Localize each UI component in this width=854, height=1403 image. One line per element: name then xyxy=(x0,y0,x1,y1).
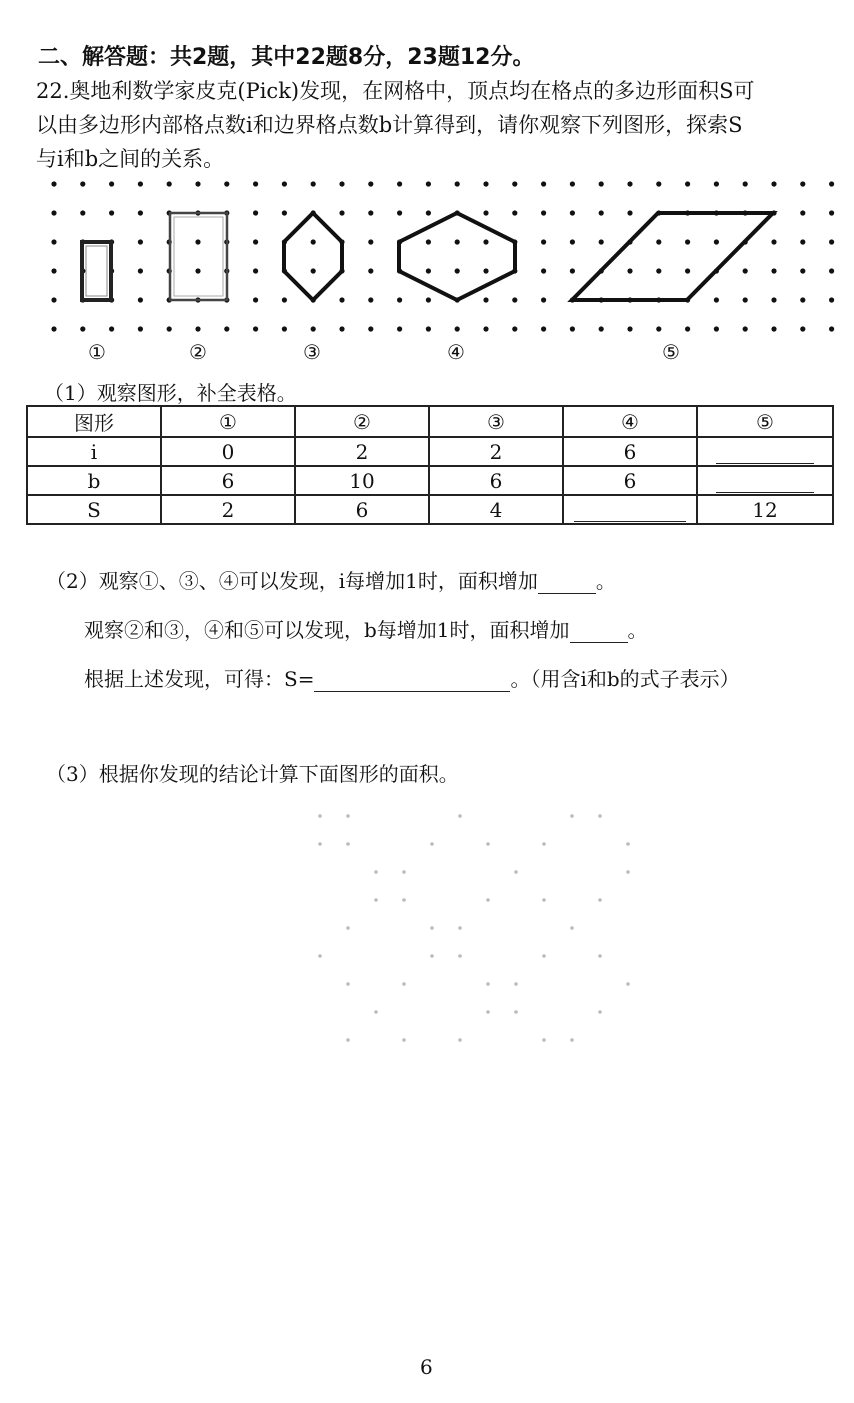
faded-grid-dot xyxy=(318,814,322,818)
grid-dot xyxy=(455,239,460,244)
figure-label-3: ③ xyxy=(303,340,321,364)
faded-grid-dot xyxy=(570,1038,574,1042)
grid-dot xyxy=(51,239,56,244)
grid-dot xyxy=(829,268,834,273)
faded-grid-dot xyxy=(346,814,350,818)
faded-grid-dot xyxy=(430,842,434,846)
shape-5-parallelogram xyxy=(572,213,773,300)
faded-grid-dot xyxy=(458,814,462,818)
grid-dot xyxy=(743,326,748,331)
grid-dot xyxy=(253,239,258,244)
grid-dot xyxy=(455,181,460,186)
table-cell: 10 xyxy=(295,466,429,495)
faded-grid-dots xyxy=(318,814,630,1042)
faded-grid-dot xyxy=(486,1010,490,1014)
grid-dot xyxy=(311,239,316,244)
grid-dot xyxy=(253,210,258,215)
grid-dot xyxy=(685,268,690,273)
grid-dot xyxy=(426,239,431,244)
grid-dot xyxy=(771,181,776,186)
part2-line2 xyxy=(84,614,648,643)
part2-line1 xyxy=(46,565,616,594)
part2-line1-suffix: 。 xyxy=(595,569,616,593)
grid-dot xyxy=(512,210,517,215)
grid-dot xyxy=(800,239,805,244)
grid-dot xyxy=(339,297,344,302)
faded-grid-dot xyxy=(514,870,518,874)
faded-grid-dot xyxy=(486,982,490,986)
grid-dot xyxy=(195,268,200,273)
table-cell: 0 xyxy=(161,437,295,466)
faded-grid-dot xyxy=(458,1038,462,1042)
grid-dot xyxy=(570,210,575,215)
faded-grid-dot xyxy=(486,898,490,902)
grid-dot xyxy=(339,210,344,215)
part3-prompt: （3）根据你发现的结论计算下面图形的面积。 xyxy=(46,762,459,786)
part2-line1-text: （2）观察①、③、④可以发现，i每增加1时，面积增加 xyxy=(46,569,538,593)
part2-line2-suffix: 。 xyxy=(627,618,648,642)
grid-dot xyxy=(483,210,488,215)
grid-dot xyxy=(455,326,460,331)
grid-dot xyxy=(195,181,200,186)
question-line: 与i和b之间的关系。 xyxy=(36,147,225,171)
part2-line3-suffix: 。（用含i和b的式子表示） xyxy=(510,667,740,691)
table-cell: 6 xyxy=(429,466,563,495)
faded-grid-dot xyxy=(402,982,406,986)
grid-dot xyxy=(829,297,834,302)
grid-dot xyxy=(138,181,143,186)
grid-dot xyxy=(51,181,56,186)
table-row xyxy=(27,495,833,524)
grid-dot xyxy=(109,181,114,186)
faded-grid-dot xyxy=(486,842,490,846)
grid-dot xyxy=(829,210,834,215)
grid-dot xyxy=(368,239,373,244)
data-table xyxy=(26,405,834,525)
table-row-label: b xyxy=(27,466,161,495)
table-cell: 4 xyxy=(429,495,563,524)
grid-dot xyxy=(685,181,690,186)
grid-dot xyxy=(541,210,546,215)
faded-grid-dot xyxy=(374,1010,378,1014)
faded-grid-dot xyxy=(346,926,350,930)
grid-dot xyxy=(253,181,258,186)
grid-dot xyxy=(483,297,488,302)
grid-dot xyxy=(541,181,546,186)
table-header-cell: ② xyxy=(295,406,429,437)
dot-grid-figures xyxy=(0,170,854,340)
table-row xyxy=(27,466,833,495)
grid-dot xyxy=(282,181,287,186)
faded-grid-dot xyxy=(346,982,350,986)
table-header-cell: ③ xyxy=(429,406,563,437)
faded-grid-dot xyxy=(542,954,546,958)
grid-dot xyxy=(743,297,748,302)
grid-dot xyxy=(167,326,172,331)
faded-grid-dot xyxy=(318,954,322,958)
grid-dot xyxy=(483,239,488,244)
table-cell: 2 xyxy=(429,437,563,466)
grid-dot xyxy=(541,268,546,273)
grid-dot xyxy=(800,268,805,273)
answer-blank-s4[interactable] xyxy=(563,495,697,524)
grid-dot xyxy=(138,268,143,273)
faded-grid-dot xyxy=(514,1010,518,1014)
grid-dot xyxy=(627,268,632,273)
faded-grid-dot xyxy=(598,954,602,958)
grid-dot xyxy=(512,326,517,331)
grid-dot xyxy=(426,297,431,302)
grid-dot xyxy=(656,326,661,331)
grid-dot xyxy=(80,181,85,186)
answer-blank-i-increase[interactable] xyxy=(538,573,596,594)
faded-grid-dot xyxy=(402,1038,406,1042)
grid-dot xyxy=(685,239,690,244)
grid-dot xyxy=(627,210,632,215)
grid-dot xyxy=(368,210,373,215)
grid-dot xyxy=(512,297,517,302)
grid-dot xyxy=(483,326,488,331)
grid-dot xyxy=(253,268,258,273)
grid-dot xyxy=(253,297,258,302)
part2-line2-text: 观察②和③，④和⑤可以发现，b每增加1时，面积增加 xyxy=(84,618,570,642)
answer-blank-i5[interactable] xyxy=(697,437,833,466)
section-heading: 二、解答题：共2题，其中22题8分，23题12分。 xyxy=(38,45,535,70)
grid-dot xyxy=(599,239,604,244)
grid-dot xyxy=(80,210,85,215)
grid-dot xyxy=(829,239,834,244)
grid-dot xyxy=(397,181,402,186)
grid-dot xyxy=(743,268,748,273)
faded-grid-dot xyxy=(374,898,378,902)
grid-dot xyxy=(771,297,776,302)
grid-dot xyxy=(282,297,287,302)
grid-dot xyxy=(51,326,56,331)
faded-grid-dot xyxy=(626,870,630,874)
question-line: 以由多边形内部格点数i和边界格点数b计算得到，请你观察下列图形，探索S xyxy=(36,113,743,137)
page-number: 6 xyxy=(420,1355,433,1379)
shape-4-hexagon xyxy=(399,213,515,300)
grid-dot xyxy=(771,268,776,273)
grid-dot xyxy=(829,181,834,186)
figure-label-5: ⑤ xyxy=(662,340,680,364)
grid-dot xyxy=(541,326,546,331)
table-cell: 12 xyxy=(697,495,833,524)
shape-1-rectangle-inner xyxy=(86,246,107,296)
grid-dot xyxy=(599,210,604,215)
faded-grid-dot xyxy=(542,842,546,846)
grid-dot xyxy=(51,268,56,273)
grid-dot xyxy=(627,326,632,331)
faded-grid-dot xyxy=(402,898,406,902)
grid-dot xyxy=(426,210,431,215)
faded-grid-dot xyxy=(346,1038,350,1042)
faded-grid-dot xyxy=(318,842,322,846)
table-header-row xyxy=(27,406,833,437)
grid-dot xyxy=(224,326,229,331)
grid-dot xyxy=(51,297,56,302)
grid-dot xyxy=(138,210,143,215)
grid-dot xyxy=(109,326,114,331)
grid-dot xyxy=(51,210,56,215)
grid-dot xyxy=(80,326,85,331)
part2-line3-text: 根据上述发现，可得：S= xyxy=(84,667,315,691)
faded-grid-dot xyxy=(430,954,434,958)
grid-dot xyxy=(714,239,719,244)
table-row-label: S xyxy=(27,495,161,524)
table-row-label: i xyxy=(27,437,161,466)
grid-dot xyxy=(599,326,604,331)
grid-dot xyxy=(138,297,143,302)
grid-dot xyxy=(397,297,402,302)
grid-dot xyxy=(138,239,143,244)
table-header-cell: 图形 xyxy=(27,406,161,437)
grid-dot xyxy=(656,181,661,186)
table-cell: 6 xyxy=(161,466,295,495)
grid-dot xyxy=(771,326,776,331)
figure-label-4: ④ xyxy=(447,340,465,364)
grid-dot xyxy=(771,239,776,244)
grid-dot xyxy=(109,210,114,215)
grid-dot xyxy=(167,181,172,186)
grid-dot xyxy=(455,268,460,273)
table-cell: 6 xyxy=(295,495,429,524)
grid-dot xyxy=(800,326,805,331)
faded-grid-dot xyxy=(598,898,602,902)
figure-label-2: ② xyxy=(189,340,207,364)
table-header-cell: ④ xyxy=(563,406,697,437)
faded-grid-dot xyxy=(458,954,462,958)
table-row xyxy=(27,437,833,466)
faded-grid-dot xyxy=(542,898,546,902)
grid-dot xyxy=(368,181,373,186)
faded-grid-dot xyxy=(598,814,602,818)
grid-dot xyxy=(800,210,805,215)
grid-dot xyxy=(426,326,431,331)
faded-grid-dot xyxy=(346,842,350,846)
table-cell: 6 xyxy=(563,466,697,495)
grid-dot xyxy=(397,326,402,331)
table-cell: 6 xyxy=(563,437,697,466)
grid-dot xyxy=(282,326,287,331)
table-cell: 2 xyxy=(295,437,429,466)
faded-grid-dot xyxy=(626,982,630,986)
part3-faded-dot-grid xyxy=(0,800,854,1050)
grid-dot xyxy=(800,181,805,186)
faded-grid-dot xyxy=(542,1038,546,1042)
answer-blank-formula[interactable] xyxy=(314,671,510,692)
grid-dot xyxy=(483,181,488,186)
faded-grid-dot xyxy=(374,870,378,874)
faded-grid-dot xyxy=(514,982,518,986)
grid-dot xyxy=(311,181,316,186)
grid-dot xyxy=(800,297,805,302)
grid-dot xyxy=(224,181,229,186)
grid-dot xyxy=(656,239,661,244)
question-text xyxy=(36,74,826,176)
grid-dot xyxy=(714,181,719,186)
grid-dot xyxy=(195,239,200,244)
table-cell: 2 xyxy=(161,495,295,524)
grid-dot xyxy=(570,326,575,331)
table-header-cell: ① xyxy=(161,406,295,437)
faded-grid-dot xyxy=(570,814,574,818)
faded-grid-dot xyxy=(402,870,406,874)
grid-dot xyxy=(714,297,719,302)
grid-dot xyxy=(253,326,258,331)
grid-dot xyxy=(656,268,661,273)
grid-dot xyxy=(426,268,431,273)
grid-dot xyxy=(195,326,200,331)
grid-dot xyxy=(368,297,373,302)
answer-blank-b-increase[interactable] xyxy=(570,622,628,643)
faded-grid-dot xyxy=(570,926,574,930)
grid-dot xyxy=(714,326,719,331)
grid-dot xyxy=(570,268,575,273)
table-header-cell: ⑤ xyxy=(697,406,833,437)
faded-grid-dot xyxy=(598,1010,602,1014)
grid-dot xyxy=(282,210,287,215)
grid-dot xyxy=(483,268,488,273)
part2-line3 xyxy=(84,663,740,692)
grid-dot xyxy=(599,181,604,186)
grid-dot xyxy=(311,326,316,331)
grid-dot xyxy=(138,326,143,331)
grid-dot xyxy=(685,326,690,331)
grid-dot xyxy=(627,181,632,186)
grid-dot xyxy=(743,181,748,186)
faded-grid-dot xyxy=(458,926,462,930)
grid-dot xyxy=(368,268,373,273)
faded-grid-dot xyxy=(430,926,434,930)
question-line: 22.奥地利数学家皮克(Pick)发现，在网格中，顶点均在格点的多边形面积S可 xyxy=(36,79,755,103)
grid-dot xyxy=(570,239,575,244)
grid-dot xyxy=(339,326,344,331)
grid-dot xyxy=(426,181,431,186)
grid-dot xyxy=(541,239,546,244)
shape-2-rectangle xyxy=(170,213,227,300)
grid-dot xyxy=(512,181,517,186)
grid-dot xyxy=(570,181,575,186)
grid-dot xyxy=(311,268,316,273)
grid-dot xyxy=(397,210,402,215)
grid-dot xyxy=(541,297,546,302)
grid-dot xyxy=(829,326,834,331)
figure-label-1: ① xyxy=(88,340,106,364)
answer-blank-b5[interactable] xyxy=(697,466,833,495)
shape-2-rectangle-inner xyxy=(174,217,223,296)
part1-prompt: （1）观察图形，补全表格。 xyxy=(44,381,297,405)
shape-3-hexagon xyxy=(284,213,342,300)
grid-dot xyxy=(368,326,373,331)
faded-grid-dot xyxy=(626,842,630,846)
grid-dot xyxy=(339,181,344,186)
